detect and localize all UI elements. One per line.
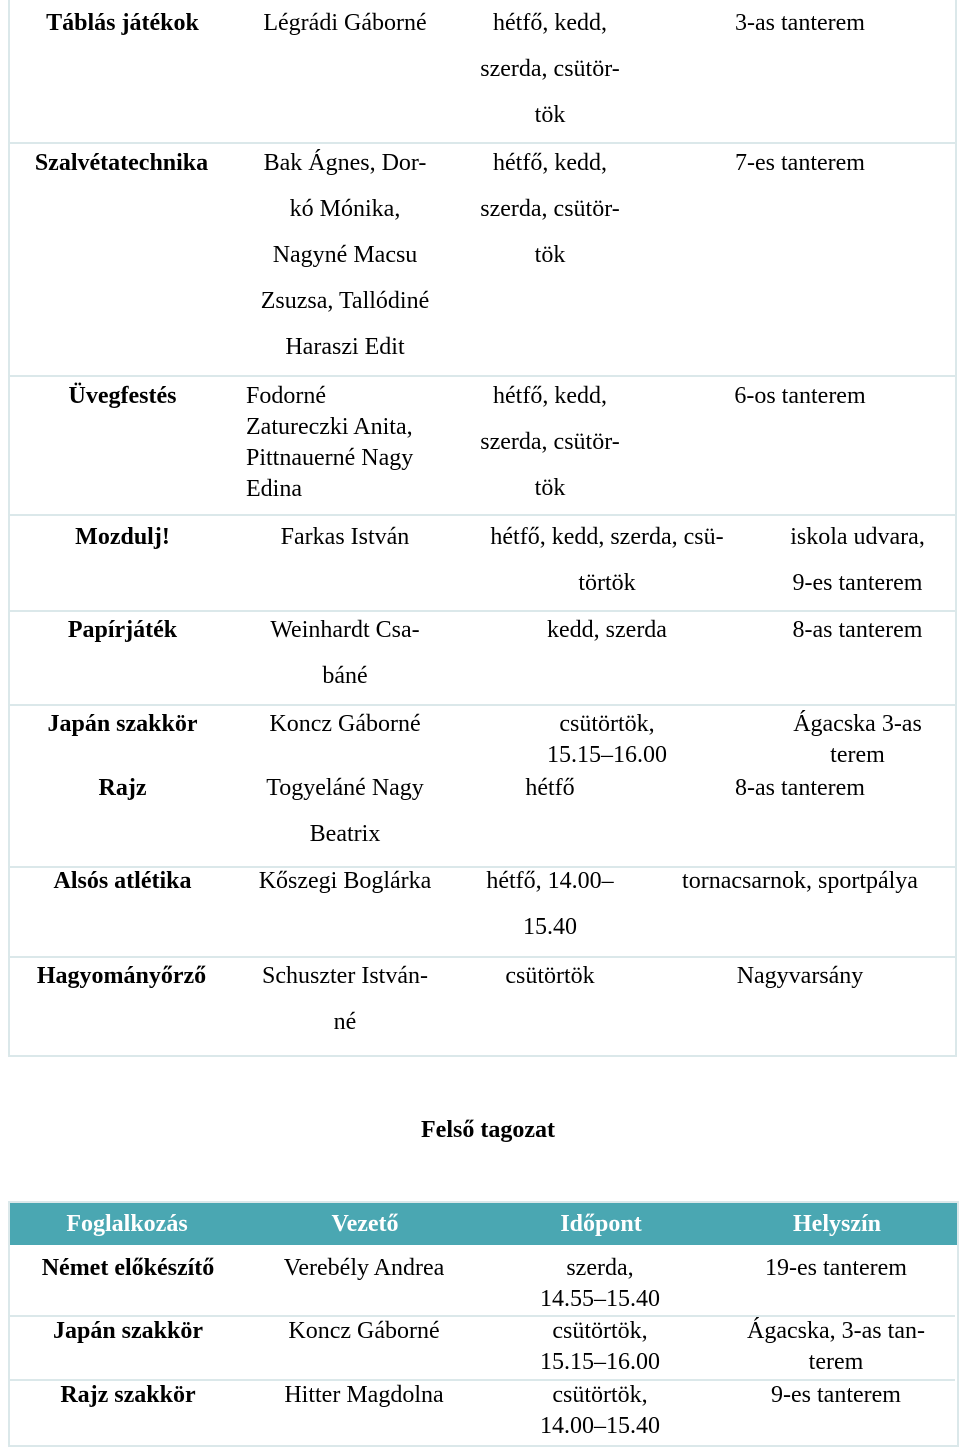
upper-row-place: 9-es tanterem xyxy=(771,1382,901,1408)
lower-row-time: hétfő, kedd, szerda, csü- törtök xyxy=(490,524,724,596)
upper-row-time: csütörtök, 14.00–15.40 xyxy=(540,1382,660,1439)
upper-row-leader: Verebély Andrea xyxy=(283,1255,445,1281)
lower-row-activity: Rajz xyxy=(98,775,147,801)
upper-row-place: Ágacska, 3-as tan- terem xyxy=(747,1318,925,1375)
lower-row-leader: Schuszter István- né xyxy=(262,963,428,1035)
header-activity: Foglalkozás xyxy=(66,1211,188,1237)
header-time: Időpont xyxy=(560,1211,642,1237)
upper-row-place: 19-es tanterem xyxy=(765,1255,907,1281)
lower-row-leader: Fodorné Zatureczki Anita, Pittnauerné Nagy Edina xyxy=(246,383,414,502)
lower-row-leader: Farkas István xyxy=(280,524,410,550)
lower-row-activity: Üvegfestés xyxy=(68,383,177,409)
lower-row-activity: Alsós atlétika xyxy=(53,868,192,894)
lower-row-place: iskola udvara, 9-es tanterem xyxy=(790,524,925,596)
upper-row-leader: Koncz Gáborné xyxy=(288,1318,440,1344)
lower-row-activity: Táblás játékok xyxy=(46,10,199,36)
lower-row-time: hétfő, kedd, szerda, csütör- tök xyxy=(480,150,620,268)
lower-row-place: 8-as tanterem xyxy=(792,617,923,643)
lower-row-leader: Koncz Gáborné xyxy=(269,711,421,737)
lower-row-place: Nagyvarsány xyxy=(736,963,864,989)
upper-row-time: csütörtök, 15.15–16.00 xyxy=(540,1318,660,1375)
lower-row-time: hétfő, 14.00– 15.40 xyxy=(486,868,614,940)
upper-row-time: szerda, 14.55–15.40 xyxy=(540,1255,660,1312)
upper-row-leader: Hitter Magdolna xyxy=(284,1382,444,1408)
lower-row-place: 8-as tanterem xyxy=(735,775,865,801)
upper-row-activity: Rajz szakkör xyxy=(60,1382,196,1408)
lower-row-leader: Weinhardt Csa- báné xyxy=(270,617,420,689)
section-title: Felső tagozat xyxy=(421,1117,555,1143)
upper-row-activity: Japán szakkör xyxy=(52,1318,204,1344)
lower-row-place: 6-os tanterem xyxy=(734,383,866,409)
lower-row-activity: Szalvétatechnika xyxy=(34,150,209,176)
lower-row-leader: Togyeláné Nagy Beatrix xyxy=(266,775,424,847)
header-leader: Vezető xyxy=(331,1211,399,1237)
lower-row-activity: Japán szakkör xyxy=(47,711,198,737)
lower-row-time: hétfő, kedd, szerda, csütör- tök xyxy=(480,383,620,501)
lower-row-time: kedd, szerda xyxy=(547,617,667,643)
lower-row-time: hétfő, kedd, szerda, csütör- tök xyxy=(480,10,620,128)
lower-row-activity: Papírjáték xyxy=(67,617,178,643)
lower-row-leader: Kőszegi Boglárka xyxy=(258,868,432,894)
lower-row-time: csütörtök, 15.15–16.00 xyxy=(547,711,667,768)
lower-row-activity: Hagyományőrző xyxy=(36,963,207,989)
upper-row-activity: Német előkészítő xyxy=(41,1255,215,1281)
lower-row-time: csütörtök xyxy=(505,963,595,989)
header-place: Helyszín xyxy=(793,1211,881,1237)
lower-row-time: hétfő xyxy=(525,775,575,801)
lower-row-activity: Mozdulj! xyxy=(75,524,170,550)
lower-row-place: 7-es tanterem xyxy=(735,150,865,176)
lower-row-place: tornacsarnok, sportpálya xyxy=(682,868,918,894)
lower-row-place: 3-as tanterem xyxy=(735,10,865,36)
lower-row-leader: Légrádi Gáborné xyxy=(263,10,427,36)
lower-row-place: Ágacska 3-as terem xyxy=(793,711,922,768)
lower-row-leader: Bak Ágnes, Dor- kó Mónika, Nagyné Macsu Zsuzsa, Tallódiné Haraszi Edit xyxy=(260,150,430,360)
